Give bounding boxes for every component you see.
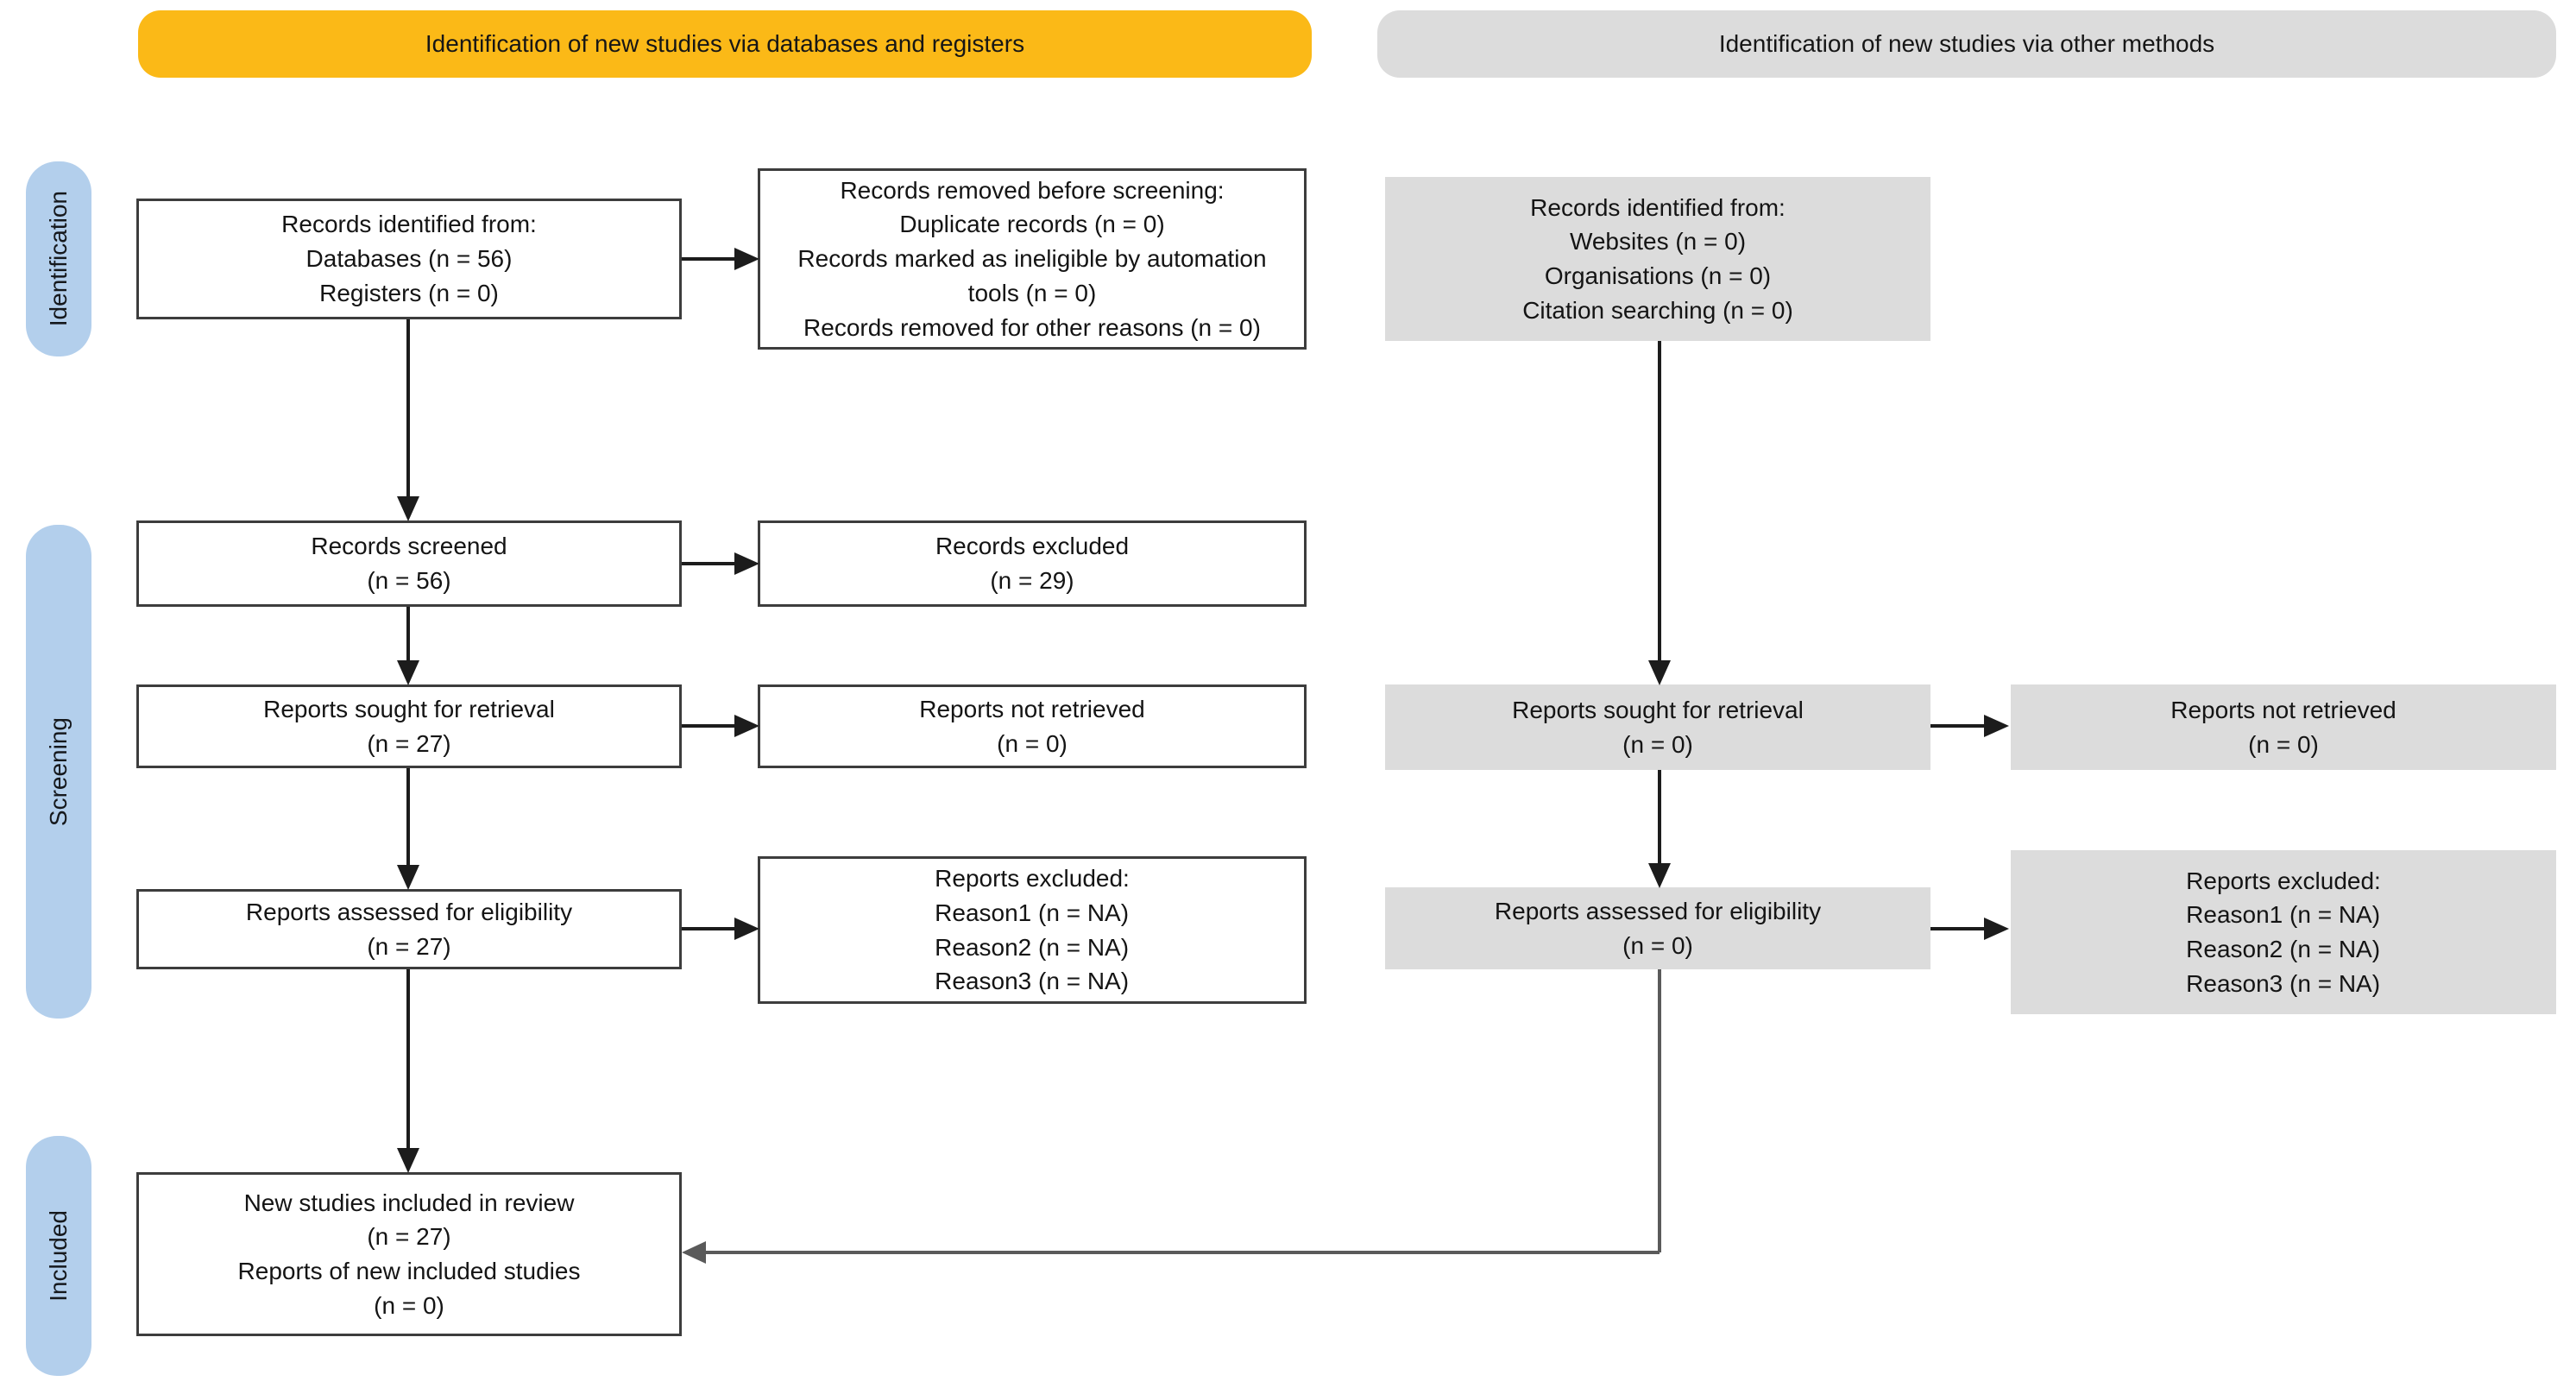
stage-identification bbox=[26, 161, 91, 356]
box-line: (n = 29) bbox=[990, 567, 1074, 594]
box-records-screened bbox=[136, 520, 682, 607]
box-records-excluded bbox=[758, 520, 1307, 607]
box-line: Reason1 (n = NA) bbox=[935, 899, 1130, 926]
arrowhead-screened-to-excluded bbox=[734, 552, 759, 575]
arrow-assessed-to-excluded-databases bbox=[682, 927, 735, 930]
arrow-identified-to-removed bbox=[682, 257, 735, 261]
arrowhead-sought-other-to-assessed bbox=[1648, 863, 1671, 888]
box-line: Reports sought for retrieval bbox=[1512, 696, 1804, 723]
box-line: Duplicate records (n = 0) bbox=[899, 211, 1165, 238]
arrowhead-sought-to-not-retrieved-other bbox=[1984, 715, 2009, 737]
arrow-assessed-to-included bbox=[406, 969, 410, 1148]
box-line: Reports assessed for eligibility bbox=[245, 898, 573, 925]
arrow-assessed-to-excluded-other bbox=[1930, 927, 1984, 930]
box-line: Reason3 (n = NA) bbox=[935, 968, 1130, 995]
box-line: Reports excluded: bbox=[2186, 867, 2381, 894]
arrowhead-identified-to-removed bbox=[734, 248, 759, 270]
box-line: Records identified from: bbox=[281, 211, 537, 238]
box-line: Reports excluded: bbox=[935, 865, 1130, 892]
box-reports-not-retrieved-other bbox=[2011, 684, 2556, 770]
box-line: Reports not retrieved bbox=[2170, 696, 2396, 723]
arrow-identified-other-to-sought bbox=[1658, 341, 1661, 660]
stage-identification-label: Identification bbox=[45, 191, 72, 327]
box-line: (n = 0) bbox=[1622, 730, 1693, 758]
header-databases-registers-label: Identification of new studies via databases and registers bbox=[425, 30, 1025, 57]
box-line: New studies included in review bbox=[243, 1189, 575, 1216]
box-line: Reason1 (n = NA) bbox=[2186, 901, 2381, 929]
box-records-identified-databases bbox=[136, 199, 682, 319]
stage-included bbox=[26, 1136, 91, 1376]
box-line: Reason2 (n = NA) bbox=[2186, 936, 2381, 962]
header-other-methods bbox=[1377, 10, 2556, 78]
box-line: Databases (n = 56) bbox=[305, 245, 513, 273]
box-line: Registers (n = 0) bbox=[319, 279, 499, 306]
arrow-assessed-other-to-included-vertical bbox=[1658, 969, 1661, 1252]
box-reports-sought-databases bbox=[136, 684, 682, 768]
box-line: Reason2 (n = NA) bbox=[935, 933, 1130, 961]
box-reports-excluded-other bbox=[2011, 850, 2556, 1014]
box-line: Reports not retrieved bbox=[919, 695, 1145, 722]
box-text-block bbox=[935, 861, 1130, 999]
arrowhead-assessed-to-excluded-databases bbox=[734, 918, 759, 940]
box-line: Records marked as ineligible by automation tools (n = 0) bbox=[797, 245, 1267, 306]
box-line: Organisations (n = 0) bbox=[1544, 262, 1772, 289]
arrowhead-identified-to-screened bbox=[397, 496, 419, 521]
box-line: Reports sought for retrieval bbox=[263, 695, 555, 722]
box-reports-assessed-databases bbox=[136, 889, 682, 969]
box-line: (n = 27) bbox=[367, 1223, 451, 1251]
arrowhead-assessed-to-included bbox=[397, 1148, 419, 1173]
arrowhead-assessed-to-excluded-other bbox=[1984, 918, 2009, 940]
stage-included-label: Included bbox=[45, 1210, 72, 1302]
box-line: Citation searching (n = 0) bbox=[1522, 296, 1793, 324]
box-reports-sought-other bbox=[1385, 684, 1930, 770]
arrow-sought-other-to-assessed bbox=[1658, 770, 1661, 863]
arrow-screened-to-excluded bbox=[682, 562, 735, 565]
stage-screening bbox=[26, 525, 91, 1019]
arrow-screened-to-sought bbox=[406, 607, 410, 660]
arrowhead-assessed-other-to-included bbox=[682, 1241, 706, 1264]
box-line: (n = 27) bbox=[367, 932, 451, 960]
box-line: (n = 0) bbox=[374, 1291, 444, 1319]
box-line: (n = 56) bbox=[367, 567, 451, 594]
box-line: Records identified from: bbox=[1530, 193, 1786, 221]
box-line: Records screened bbox=[311, 533, 507, 560]
box-line: Reports assessed for eligibility bbox=[1494, 897, 1822, 924]
box-line: Websites (n = 0) bbox=[1569, 228, 1747, 255]
box-reports-excluded-databases bbox=[758, 856, 1307, 1004]
arrow-assessed-other-to-included-horizontal bbox=[706, 1251, 1660, 1254]
box-text-block bbox=[2186, 864, 2381, 1001]
box-line: (n = 27) bbox=[367, 729, 451, 757]
box-line: (n = 0) bbox=[1622, 931, 1693, 959]
box-line: Reports of new included studies bbox=[237, 1258, 581, 1284]
arrow-sought-to-not-retrieved-other bbox=[1930, 724, 1984, 728]
box-records-identified-other bbox=[1385, 177, 1930, 341]
box-line: Reason3 (n = NA) bbox=[2186, 969, 2381, 997]
box-line: (n = 0) bbox=[2248, 730, 2319, 758]
arrow-sought-to-assessed-databases bbox=[406, 768, 410, 865]
arrowhead-sought-to-not-retrieved-databases bbox=[734, 715, 759, 737]
arrow-sought-to-not-retrieved-databases bbox=[682, 724, 735, 728]
arrow-identified-to-screened bbox=[406, 319, 410, 496]
box-records-removed-before-screening bbox=[758, 168, 1307, 350]
box-line: Records excluded bbox=[935, 533, 1130, 560]
header-other-methods-label: Identification of new studies via other methods bbox=[1718, 30, 2215, 57]
box-line: Records removed for other reasons (n = 0) bbox=[803, 313, 1261, 341]
header-databases-registers bbox=[138, 10, 1312, 78]
stage-screening-label: Screening bbox=[45, 716, 72, 827]
box-reports-assessed-other bbox=[1385, 887, 1930, 969]
arrowhead-sought-to-assessed-databases bbox=[397, 865, 419, 890]
arrowhead-screened-to-sought bbox=[397, 660, 419, 685]
box-line: Records removed before screening: bbox=[840, 176, 1225, 204]
box-reports-not-retrieved-databases bbox=[758, 684, 1307, 768]
box-new-studies-included bbox=[136, 1172, 682, 1336]
arrowhead-identified-other-to-sought bbox=[1648, 660, 1671, 685]
box-line: (n = 0) bbox=[997, 729, 1068, 757]
